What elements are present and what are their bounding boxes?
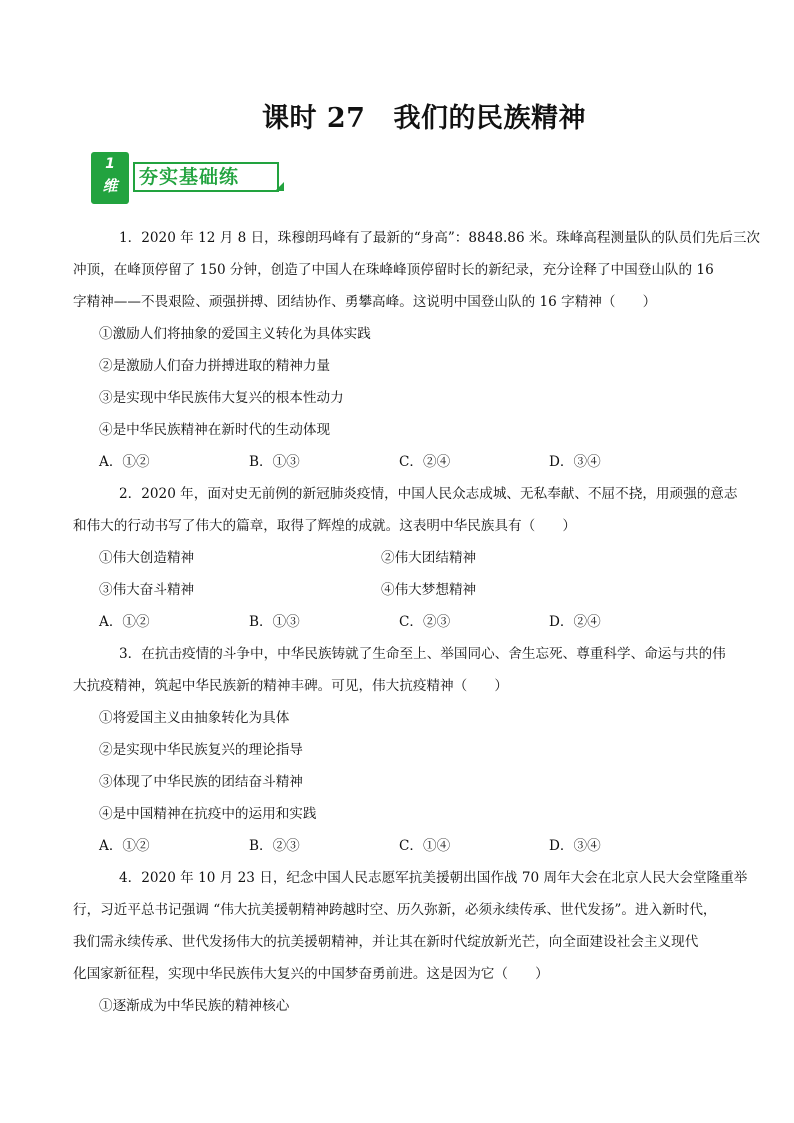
section-number-tag	[91, 152, 129, 204]
question-3-statement-3: ③体现了中华民族的团结奋斗精神	[99, 774, 303, 790]
question-4-stem-line-4: 化国家新征程，实现中华民族伟大复兴的中国梦奋勇前进。这是因为它（ ）	[73, 966, 549, 982]
question-1-stem-line-3: 字精神——不畏艰险、顽强拼搏、团结协作、勇攀高峰。这说明中国登山队的 16 字精神（ ）	[73, 294, 657, 310]
section-unit: 维	[102, 177, 118, 195]
question-2-statement-2: ②伟大团结精神	[381, 550, 477, 566]
question-1-statement-4: ④是中华民族精神在新时代的生动体现	[99, 422, 331, 438]
question-1-stem-line-1: 1．2020 年 12 月 8 日，珠穆朗玛峰有了最新的“身高”：8848.86 米。珠峰高程测量队的队员们先后三次	[119, 230, 761, 246]
section-number: 1	[105, 156, 115, 172]
question-3-choices	[99, 830, 699, 862]
question-1-statement-1: ①激励人们将抽象的爱国主义转化为具体实践	[99, 326, 371, 342]
question-1-stem-line-2: 冲顶，在峰顶停留了 150 分钟，创造了中国人在珠峰峰顶停留时长的新纪录，充分诠释了中国登山队的 16	[73, 262, 714, 278]
lesson-name: 我们的民族精神	[393, 103, 586, 134]
question-1-statement-3: ③是实现中华民族伟大复兴的根本性动力	[99, 390, 344, 406]
section-badge	[91, 152, 287, 204]
choice-d[interactable]: D．③④	[549, 838, 601, 854]
choice-d[interactable]: D．②④	[549, 614, 601, 630]
question-2-statement-3: ③伟大奋斗精神	[99, 582, 195, 598]
question-3-stem-line-2: 大抗疫精神，筑起中华民族新的精神丰碑。可见，伟大抗疫精神（ ）	[73, 678, 508, 694]
question-2-statements-row-2	[99, 574, 699, 606]
lesson-number: 课时 27	[262, 103, 366, 134]
choice-b[interactable]: B．①③	[249, 614, 300, 630]
page-title	[262, 96, 586, 135]
question-3-statement-1: ①将爱国主义由抽象转化为具体	[99, 710, 290, 726]
choice-b[interactable]: B．①③	[249, 454, 300, 470]
question-4-statement-1: ①逐渐成为中华民族的精神核心	[99, 998, 290, 1014]
question-2-choices	[99, 606, 699, 638]
question-3-statement-2: ②是实现中华民族复兴的理论指导	[99, 742, 303, 758]
question-1-statement-2: ②是激励人们奋力拼搏进取的精神力量	[99, 358, 331, 374]
question-4-stem-line-2: 行，习近平总书记强调 “伟大抗美援朝精神跨越时空、历久弥新，必须永续传承、世代发扬”。进入新时代，	[73, 902, 717, 918]
section-label: 夯实基础练	[133, 162, 279, 192]
choice-c[interactable]: C．②④	[399, 454, 451, 470]
question-2	[73, 478, 738, 638]
question-1	[73, 222, 761, 478]
question-4-stem-line-1: 4．2020 年 10 月 23 日，纪念中国人民志愿军抗美援朝出国作战 70 周年大会在北京人民大会堂隆重举	[119, 870, 748, 886]
question-3-statement-4: ④是中国精神在抗疫中的运用和实践	[99, 806, 317, 822]
question-list	[73, 222, 761, 1022]
question-2-statement-4: ④伟大梦想精神	[381, 582, 477, 598]
question-1-choices	[99, 446, 699, 478]
question-2-statements-row-1	[99, 542, 699, 574]
choice-a[interactable]: A．①②	[99, 454, 150, 470]
question-2-stem-line-2: 和伟大的行动书写了伟大的篇章，取得了辉煌的成就。这表明中华民族具有（ ）	[73, 518, 576, 534]
choice-c[interactable]: C．②③	[399, 614, 451, 630]
question-2-statement-1: ①伟大创造精神	[99, 550, 195, 566]
choice-d[interactable]: D．③④	[549, 454, 601, 470]
question-4-stem-line-3: 我们需永续传承、世代发扬伟大的抗美援朝精神，并让其在新时代绽放新光芒，向全面建设社会主义现代	[73, 934, 699, 950]
badge-corner-decoration	[275, 182, 284, 191]
question-3-stem-line-1: 3．在抗击疫情的斗争中，中华民族铸就了生命至上、举国同心、舍生忘死、尊重科学、命运与共的伟	[119, 646, 726, 662]
question-3	[73, 638, 726, 862]
choice-c[interactable]: C．①④	[399, 838, 451, 854]
choice-b[interactable]: B．②③	[249, 838, 300, 854]
question-2-stem-line-1: 2．2020 年，面对史无前例的新冠肺炎疫情，中国人民众志成城、无私奉献、不屈不挠，用顽强的意志	[119, 486, 738, 502]
question-4	[73, 862, 748, 1022]
choice-a[interactable]: A．①②	[99, 838, 150, 854]
choice-a[interactable]: A．①②	[99, 614, 150, 630]
